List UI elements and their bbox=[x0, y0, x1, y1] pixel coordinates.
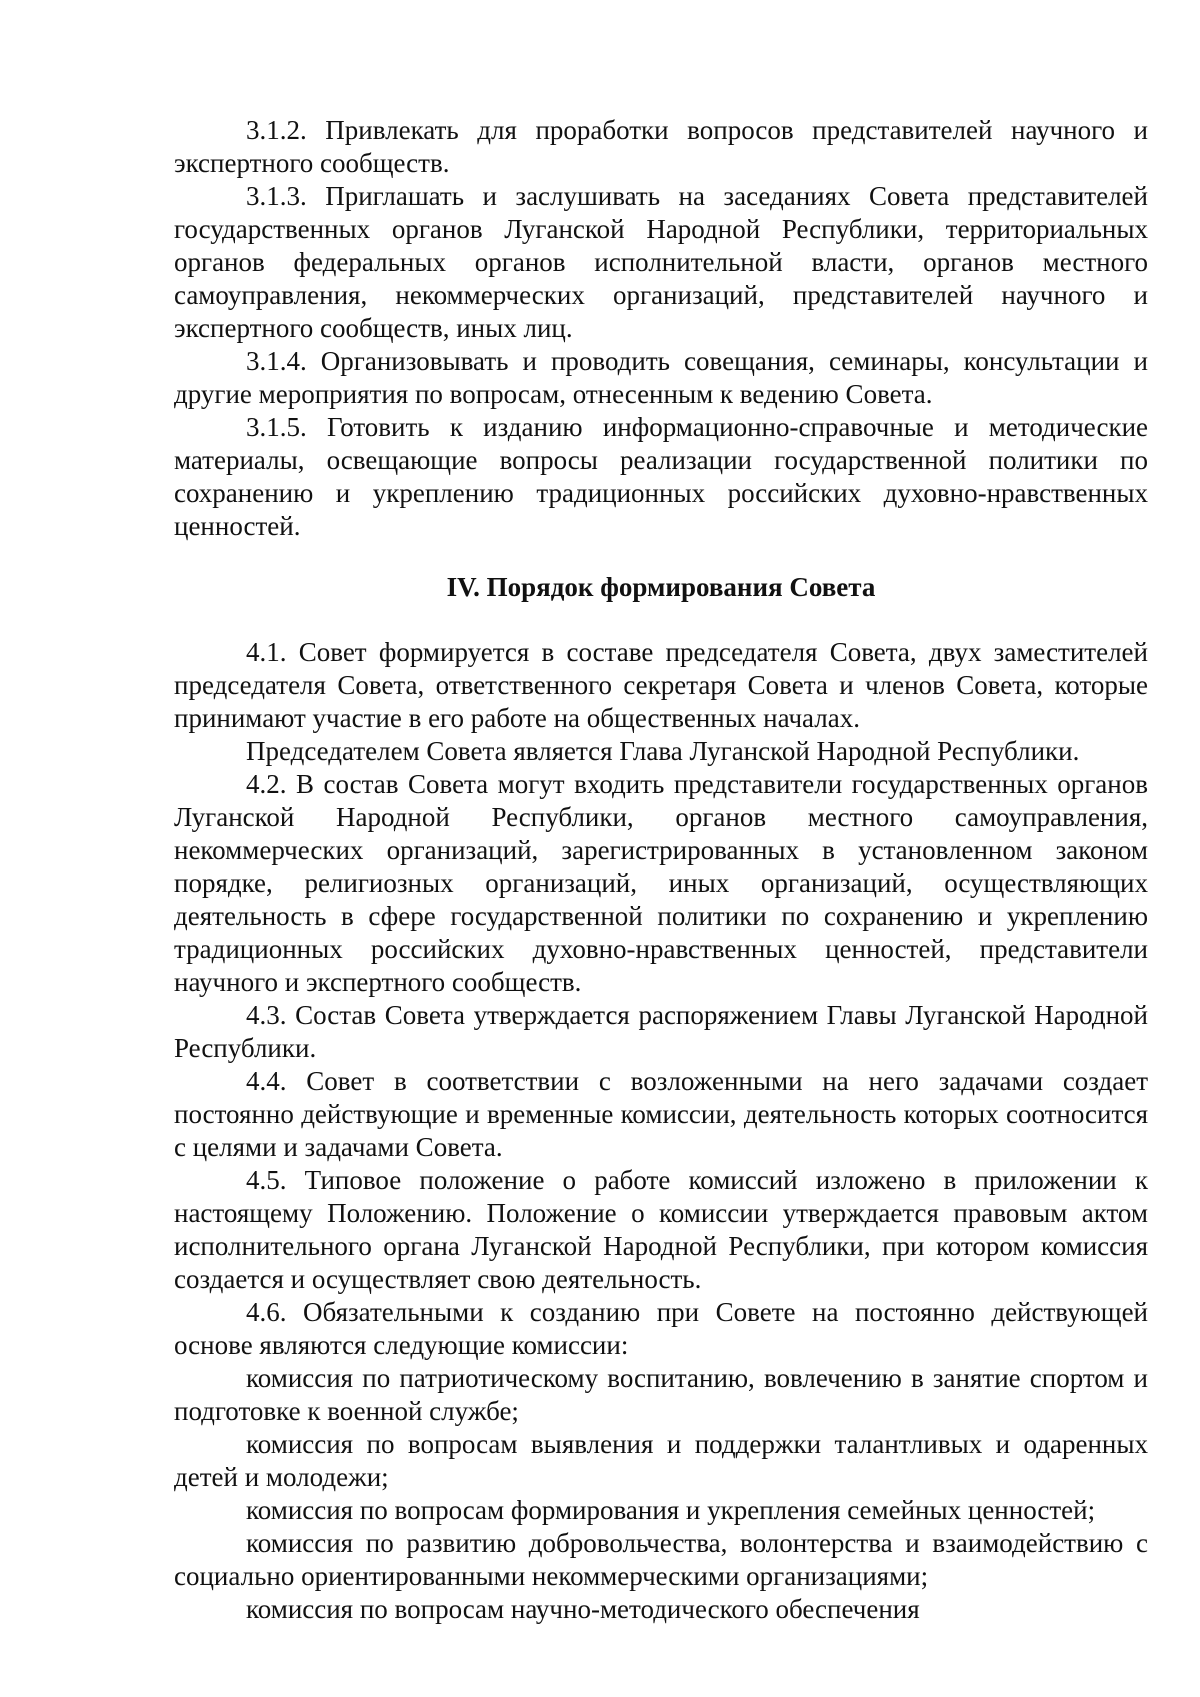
paragraph-4-2: 4.2. В состав Совета могут входить представители государственных органов Луганской Народной Республики, органов местного самоуправления, некоммерческих организаций, зарегистрированных в установленном законом порядке, религиозных организаций, иных организаций, осуществляющих деятельность в сфере государственной политики по сохранению и укреплению традиционных российских духовно-нравственных ценностей, представители научного и экспертного сообществ. bbox=[174, 769, 1148, 997]
paragraph-3-1-2: 3.1.2. Привлекать для проработки вопросов представителей научного и экспертного сообществ. bbox=[174, 115, 1148, 178]
paragraph-3-1-3: 3.1.3. Приглашать и заслушивать на заседаниях Совета представителей государственных органов Луганской Народной Республики, территориальных органов федеральных органов исполнительной власти, органов местного самоуправления, некоммерческих организаций, представителей научного и экспертного сообществ, иных лиц. bbox=[174, 181, 1148, 343]
paragraph-4-3: 4.3. Состав Совета утверждается распоряжением Главы Луганской Народной Республики. bbox=[174, 1000, 1148, 1063]
paragraph-4-5: 4.5. Типовое положение о работе комиссий изложено в приложении к настоящему Положению. Положение о комиссии утверждается правовым актом исполнительного органа Луганской Народной Республики, при котором комиссия создается и осуществляет свою деятельность. bbox=[174, 1165, 1148, 1294]
section-heading: IV. Порядок формирования Совета bbox=[446, 572, 876, 602]
commission-item-talented-youth: комиссия по вопросам выявления и поддержки талантливых и одаренных детей и молодежи; bbox=[174, 1429, 1148, 1492]
paragraph-3-1-5: 3.1.5. Готовить к изданию информационно-справочные и методические материалы, освещающие вопросы реализации государственной политики по сохранению и укреплению традиционных российских духовно-нравственных ценностей. bbox=[174, 412, 1148, 541]
paragraph-4-4: 4.4. Совет в соответствии с возложенными на него задачами создает постоянно действующие и временные комиссии, деятельность которых соотносится с целями и задачами Совета. bbox=[174, 1066, 1148, 1162]
commission-item-scientific: комиссия по вопросам научно-методического обеспечения bbox=[246, 1594, 920, 1624]
paragraph-4-1: 4.1. Совет формируется в составе председателя Совета, двух заместителей председателя Совета, ответственного секретаря Совета и членов Совета, которые принимают участие в его работе на общественных началах. bbox=[174, 637, 1148, 733]
commission-item-volunteering: комиссия по развитию добровольчества, волонтерства и взаимодействию с социально ориентированными некоммерческими организациями; bbox=[174, 1528, 1148, 1591]
document-page bbox=[174, 114, 1148, 1626]
commission-item-patriotic: комиссия по патриотическому воспитанию, вовлечению в занятие спортом и подготовке к военной службе; bbox=[174, 1363, 1148, 1426]
paragraph-4-6: 4.6. Обязательными к созданию при Совете на постоянно действующей основе являются следующие комиссии: bbox=[174, 1297, 1148, 1360]
paragraph-3-1-4: 3.1.4. Организовывать и проводить совещания, семинары, консультации и другие мероприятия по вопросам, отнесенным к ведению Совета. bbox=[174, 346, 1148, 409]
commission-item-family-values: комиссия по вопросам формирования и укрепления семейных ценностей; bbox=[246, 1495, 1096, 1525]
paragraph-chairman: Председателем Совета является Глава Луганской Народной Республики. bbox=[246, 736, 1080, 766]
